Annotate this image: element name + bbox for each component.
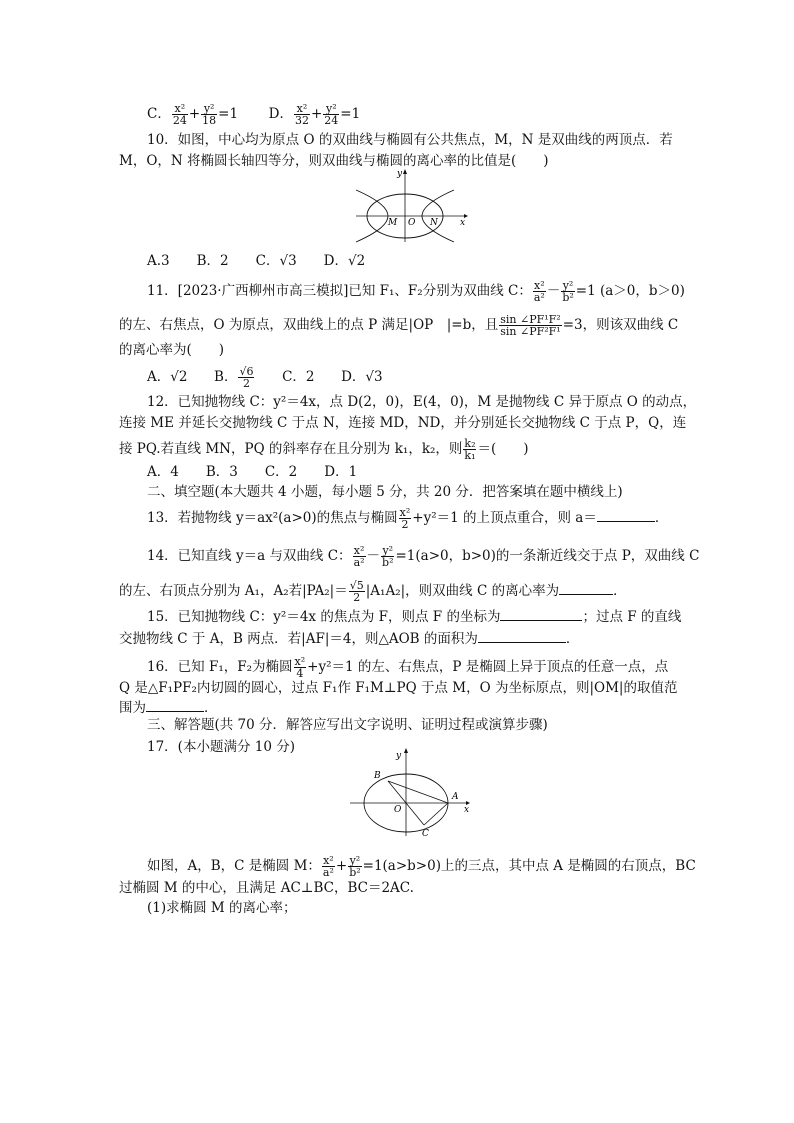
label-A: A	[452, 792, 459, 802]
answer-blank[interactable]	[146, 699, 204, 712]
q9-options: C． $\frac{\text{x²}}{24}$ + $\frac{\text{y²}}{18}$ =1 D． $\frac{\text{x²}}{32}$ + $\frac{\text{y²}}{24}$ =1	[147, 102, 361, 127]
q11-line2: 的左、右焦点，O 为原点，双曲线上的点 P 满足|OP |=b，且 $\frac{\text{sin ∠PF¹F²}}{\text{sin ∠PF²F¹}}$ =3，则该双曲线 C	[119, 313, 679, 338]
q16-line3: 围为 ．	[119, 700, 218, 716]
label-C: C	[422, 829, 429, 838]
q10-line2: M，O，N 将椭圆长轴四等分，则双曲线与椭圆的离心率的比值是( )	[119, 153, 549, 169]
label-x: x	[460, 218, 466, 228]
label-B: B	[374, 771, 381, 781]
section-2-heading: 二、填空题(本大题共 4 小题，每小题 5 分，共 20 分．把答案填在题中横线上)	[147, 484, 623, 500]
q12-line3: 接 PQ.若直线 MN，PQ 的斜率存在且分别为 k₁，k₂，则 $\frac{\text{k₂}}{\text{k₁}}$ ＝( )	[119, 437, 529, 462]
q17-part1: (1)求椭圆 M 的离心率；	[147, 900, 297, 916]
answer-blank[interactable]	[500, 608, 582, 621]
q15-line2: 交抛物线 C 于 A，B 两点．若|AF|＝4，则△AOB 的面积为 ．	[119, 631, 580, 647]
q14-line1: 14．已知直线 y＝a 与双曲线 C： $\frac{\text{x²}}{\text{a²}}$ － $\frac{\text{y²}}{\text{b²}}$ =1(a>0，b>0)的一条渐近线交于点 P，双曲线 C	[147, 544, 700, 569]
q11-line3: 的离心率为( )	[119, 342, 225, 358]
label-x: x	[464, 805, 470, 815]
answer-blank[interactable]	[478, 630, 566, 643]
q12-line1: 12．已知抛物线 C：y²＝4x，点 D(2，0)，E(4，0)，M 是抛物线 C 异于原点 O 的动点，	[147, 394, 697, 410]
q17-heading: 17．(本小题满分 10 分)	[147, 739, 295, 755]
segment-AC	[424, 803, 448, 825]
label-M: M	[388, 218, 398, 228]
answer-blank[interactable]	[559, 582, 613, 595]
label-y: y	[396, 751, 402, 761]
frac: $\frac{\text{x²}}{32}$	[294, 102, 309, 127]
q12-options: A．4 B．3 C．2 D．1	[147, 464, 358, 480]
q16-line2: Q 是△F₁PF₂内切圆的圆心，过点 F₁作 F₁M⊥PQ 于点 M，O 为坐标原点，则|OM|的取值范	[119, 680, 678, 696]
label-y: y	[397, 169, 403, 179]
frac: $\frac{\text{y²}}{24}$	[324, 102, 339, 127]
frac: $\frac{\text{y²}}{\text{b²}}$	[349, 854, 361, 879]
q16-line1: 16．已知 F₁，F₂为椭圆 $\frac{\text{x²}}{4}$ +y²＝1 的左、右焦点，P 是椭圆上异于顶点的任意一点，点	[147, 655, 669, 680]
label-N: N	[430, 218, 438, 228]
q10-line1: 10．如图，中心均为原点 O 的双曲线与椭圆有公共焦点，M，N 是双曲线的两顶点．若	[147, 132, 673, 148]
frac: $\frac{\text{k₂}}{\text{k₁}}$	[464, 437, 476, 462]
label-O: O	[408, 218, 416, 228]
q10-figure	[352, 166, 474, 244]
q17-line1: 如图，A，B，C 是椭圆 M： $\frac{\text{x²}}{\text{a²}}$ + $\frac{\text{y²}}{\text{b²}}$ =1(a>b>0)上的三点，其中点 A 是椭圆的右顶点，BC	[147, 854, 696, 879]
frac: $\frac{\text{x²}}{\text{a²}}$	[353, 544, 365, 569]
section-3-heading: 三、解答题(共 70 分．解答应写出文字说明、证明过程或演算步骤)	[147, 717, 548, 733]
q11-options: A．√2 B． $\frac{√6}{2}$ C．2 D．√3	[147, 365, 383, 390]
frac: $\frac{\text{x²}}{\text{a²}}$	[533, 279, 545, 304]
q17-line2: 过椭圆 M 的中心，且满足 AC⊥BC，BC＝2AC.	[119, 880, 414, 896]
frac: $\frac{\text{y²}}{\text{b²}}$	[562, 279, 574, 304]
frac: $\frac{\text{y²}}{18}$	[202, 102, 217, 127]
answer-blank[interactable]	[597, 509, 655, 522]
frac: $\frac{√6}{2}$	[239, 365, 254, 390]
q11-line1: 11．[2023·广西柳州市高三模拟]已知 F₁、F₂分别为双曲线 C： $\frac{\text{x²}}{\text{a²}}$ － $\frac{\text{y²}}{\text{b²}}$ =1 (a＞0，b＞0)	[147, 279, 685, 304]
frac: $\frac{√5}{2}$	[349, 579, 364, 604]
q17-figure	[348, 746, 476, 838]
frac: $\frac{\text{sin ∠PF¹F²}}{\text{sin ∠PF²F¹}}$	[500, 313, 561, 338]
q12-line2: 连接 ME 并延长交抛物线 C 于点 N，连接 MD，ND，并分别延长交抛物线 C 于点 P，Q，连	[119, 415, 687, 431]
label-O: O	[394, 805, 402, 815]
frac: $\frac{\text{x²}}{24}$	[172, 102, 187, 127]
frac: $\frac{\text{y²}}{\text{b²}}$	[382, 544, 394, 569]
frac: $\frac{\text{x²}}{4}$	[294, 655, 306, 680]
q13: 13．若抛物线 y＝ax²(a>0)的焦点与椭圆 $\frac{\text{x²}}{2}$ +y²＝1 的上顶点重合，则 a＝ ．	[147, 506, 669, 531]
frac: $\frac{\text{x²}}{2}$	[399, 506, 411, 531]
q14-line2: 的左、右顶点分别为 A₁，A₂若|PA₂|＝ $\frac{√5}{2}$ |A₁A₂|，则双曲线 C 的离心率为 ．	[119, 579, 627, 604]
q15-line1: 15．已知抛物线 C：y²＝4x 的焦点为 F，则点 F 的坐标为 ；过点 F 的直线	[147, 609, 682, 625]
frac: $\frac{\text{x²}}{\text{a²}}$	[322, 854, 334, 879]
q10-options: A.3 B．2 C．√3 D．√2	[147, 253, 366, 269]
